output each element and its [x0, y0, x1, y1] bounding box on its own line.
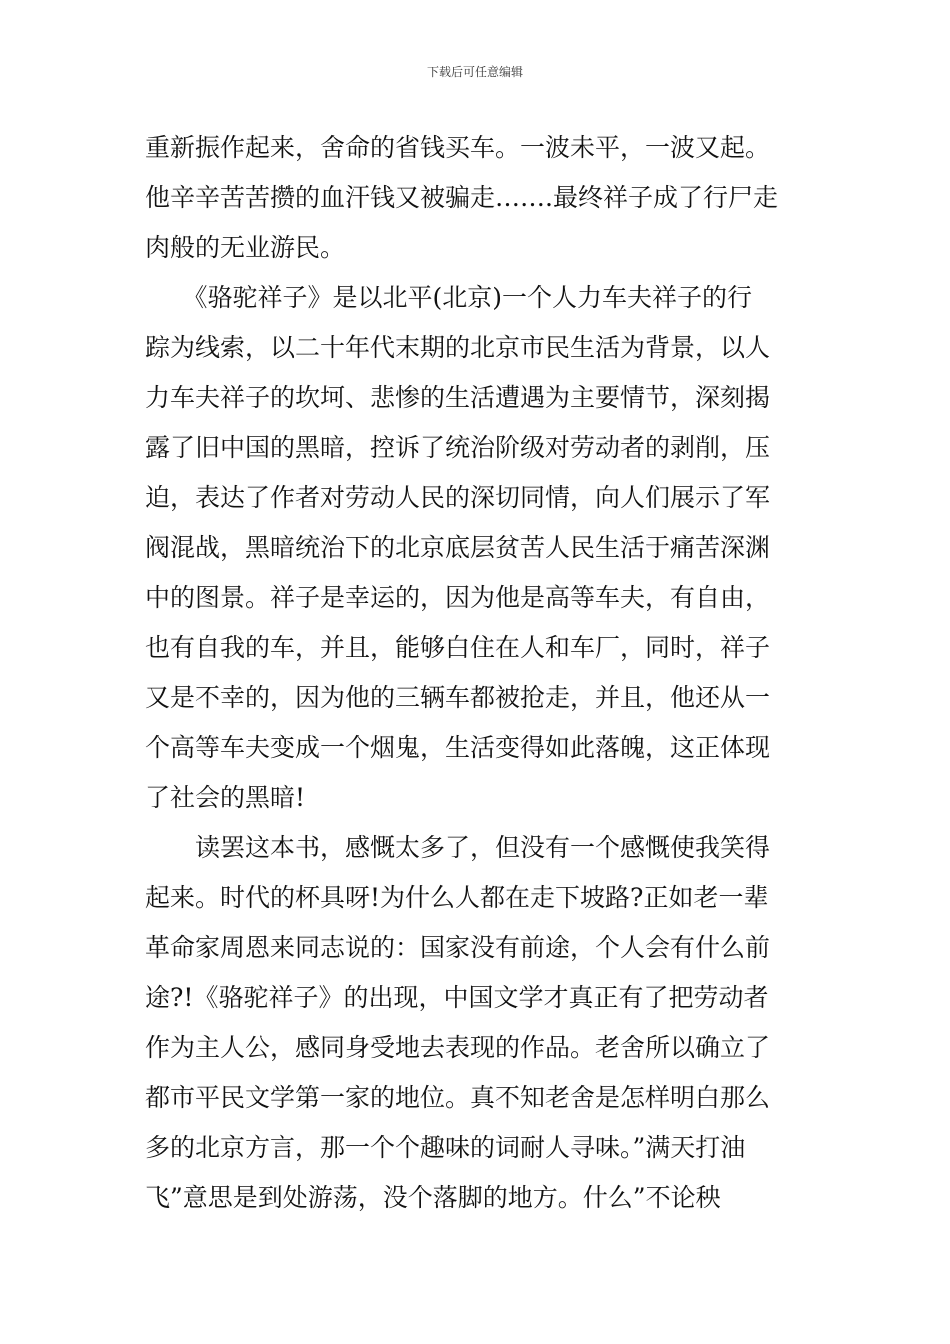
text-line: 踪为线索，以二十年代末期的北京市民生活为背景，以人	[145, 333, 771, 362]
text-line: 读罢这本书，感慨太多了，但没有一个感慨使我笑得	[145, 833, 771, 862]
page-header: 下载后可任意编辑	[426, 65, 523, 79]
text-line: 个高等车夫变成一个烟鬼，生活变得如此落魄，这正体现	[145, 733, 771, 762]
text-line: 力车夫祥子的坎坷、悲惨的生活遭遇为主要情节，深刻揭	[145, 383, 771, 412]
text-line: 露了旧中国的黑暗，控诉了统治阶级对劳动者的剥削，压	[145, 433, 771, 462]
text-line: 飞”意思是到处游荡，没个落脚的地方。什么”不论秧	[145, 1183, 721, 1212]
text-line: 重新振作起来，舍命的省钱买车。一波未平，一波又起。	[145, 133, 771, 162]
text-line: 作为主人公，感同身受地去表现的作品。老舍所以确立了	[145, 1033, 771, 1062]
text-line: 也有自我的车，并且，能够白住在人和车厂，同时，祥子	[145, 633, 771, 662]
text-line: 肉般的无业游民。	[145, 233, 346, 262]
text-line: 多的北京方言，那一个个趣味的词耐人寻味。”满天打油	[145, 1133, 746, 1162]
text-line: 迫，表达了作者对劳动人民的深切同情，向人们展示了军	[145, 483, 771, 512]
text-line: 了社会的黑暗!	[145, 783, 306, 812]
text-line: 又是不幸的，因为他的三辆车都被抢走，并且，他还从一	[145, 683, 771, 712]
text-line: 阀混战，黑暗统治下的北京底层贫苦人民生活于痛苦深渊	[145, 533, 771, 562]
document-body	[145, 128, 813, 1228]
text-line: 中的图景。祥子是幸运的，因为他是高等车夫，有自由，	[145, 583, 771, 612]
text-line: 起来。时代的杯具呀!为什么人都在走下坡路?正如老一辈	[145, 883, 769, 912]
text-line: 革命家周恩来同志说的：国家没有前途，个人会有什么前	[145, 933, 771, 962]
text-line: 《骆驼祥子》是以北平(北京)一个人力车夫祥子的行	[145, 283, 753, 312]
text-line: 他辛辛苦苦攒的血汗钱又被骗走…….最终祥子成了行尸走	[145, 183, 778, 212]
text-line: 途?!《骆驼祥子》的出现，中国文学才真正有了把劳动者	[145, 983, 769, 1012]
text-line: 都市平民文学第一家的地位。真不知老舍是怎样明白那么	[145, 1083, 771, 1112]
